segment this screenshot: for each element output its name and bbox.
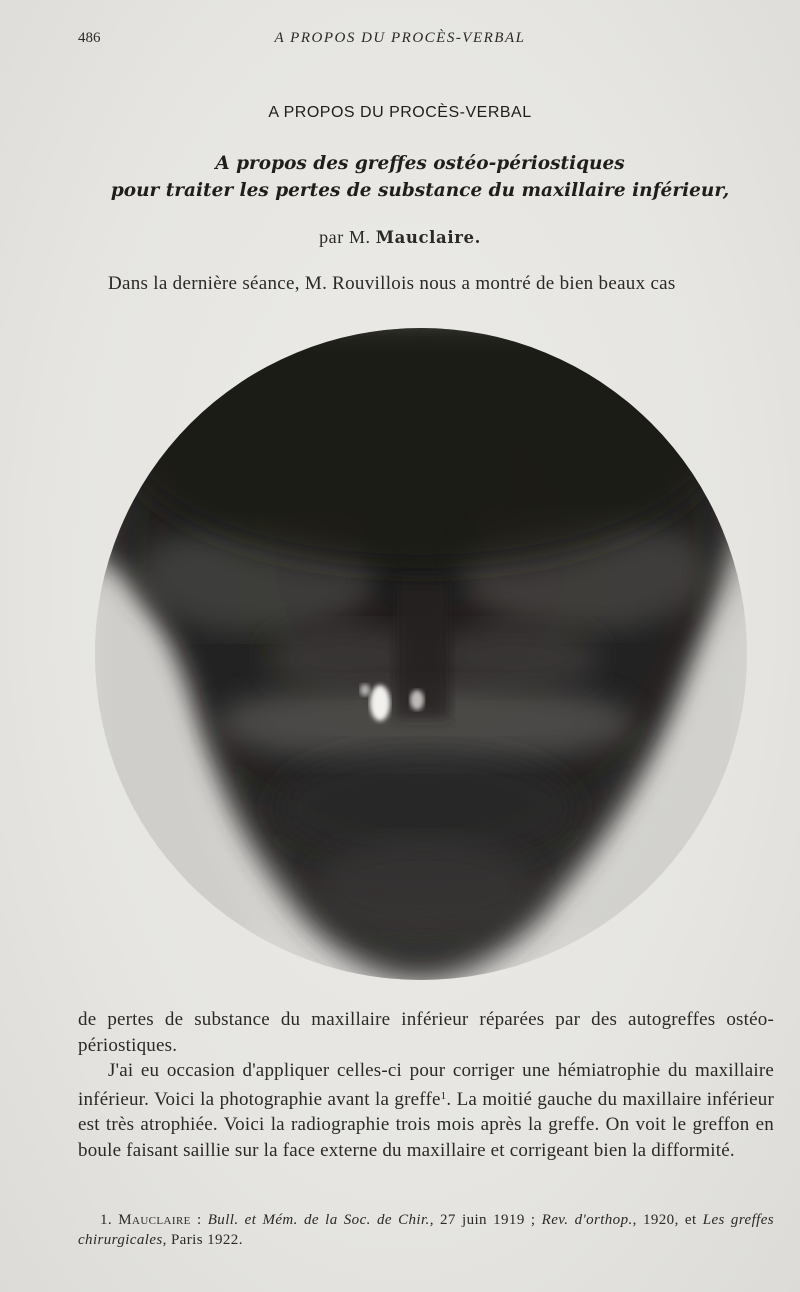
article-title: [60, 150, 780, 204]
footnote-ref-2: Rev. d'orthop.: [541, 1212, 633, 1228]
author-line: [0, 227, 800, 248]
footnote-sep: :: [190, 1212, 208, 1228]
footnote-mid: , 1920, et: [632, 1212, 703, 1228]
body-paragraph-2-start: J'ai eu occasion d'appliquer celles-ci pour corriger une hémiatrophie du maxillaire inférieur. Voici la photographie avant la greffe: [78, 1060, 774, 1110]
intro-text: Dans la dernière séance, M. Rouvillois nous a montré de bien beaux cas: [108, 273, 676, 294]
footnote-end: , Paris 1922.: [162, 1232, 243, 1248]
article-title-line-1: A propos des greffes ostéo-périostiques: [215, 153, 625, 174]
body-paragraph-2-end: . La moitié gauche du maxillaire inférieur est très atrophiée. Voici la radiographie trois mois après la greffe. On voit le greffon en boule faisant saillie sur la face externe du maxillaire et corrigeant bien la difformité.: [78, 1088, 774, 1161]
running-head: [78, 30, 722, 52]
author-name: Mauclaire.: [375, 228, 481, 247]
page-number: 486: [78, 30, 101, 46]
running-title: A PROPOS DU PROCÈS-VERBAL: [274, 30, 526, 46]
footnote-ref-3: Les greffes chirurgicales: [78, 1212, 775, 1248]
footnote-ref-1: Bull. et Mém. de la Soc. de Chir.: [207, 1212, 430, 1228]
body-paragraph-1: de pertes de substance du maxillaire inférieur réparées par des autogreffes ostéo-périostiques.: [78, 1009, 774, 1056]
article-title-line-2: pour traiter les pertes de substance du maxillaire inférieur,: [110, 180, 730, 201]
footnote-author: Mauclaire: [118, 1212, 191, 1228]
section-title: A PROPOS DU PROCÈS-VERBAL: [268, 104, 532, 121]
body-paragraph-2: [78, 1058, 774, 1163]
footnote: [78, 1210, 774, 1250]
body-text: [78, 1007, 774, 1163]
author-prefix: par M.: [319, 227, 371, 247]
footnote-mark: 1: [440, 1089, 447, 1102]
footnote-number: 1.: [100, 1212, 113, 1228]
radiograph-image: [95, 328, 747, 980]
footnote-date-1: , 27 juin 1919 ;: [429, 1212, 542, 1228]
